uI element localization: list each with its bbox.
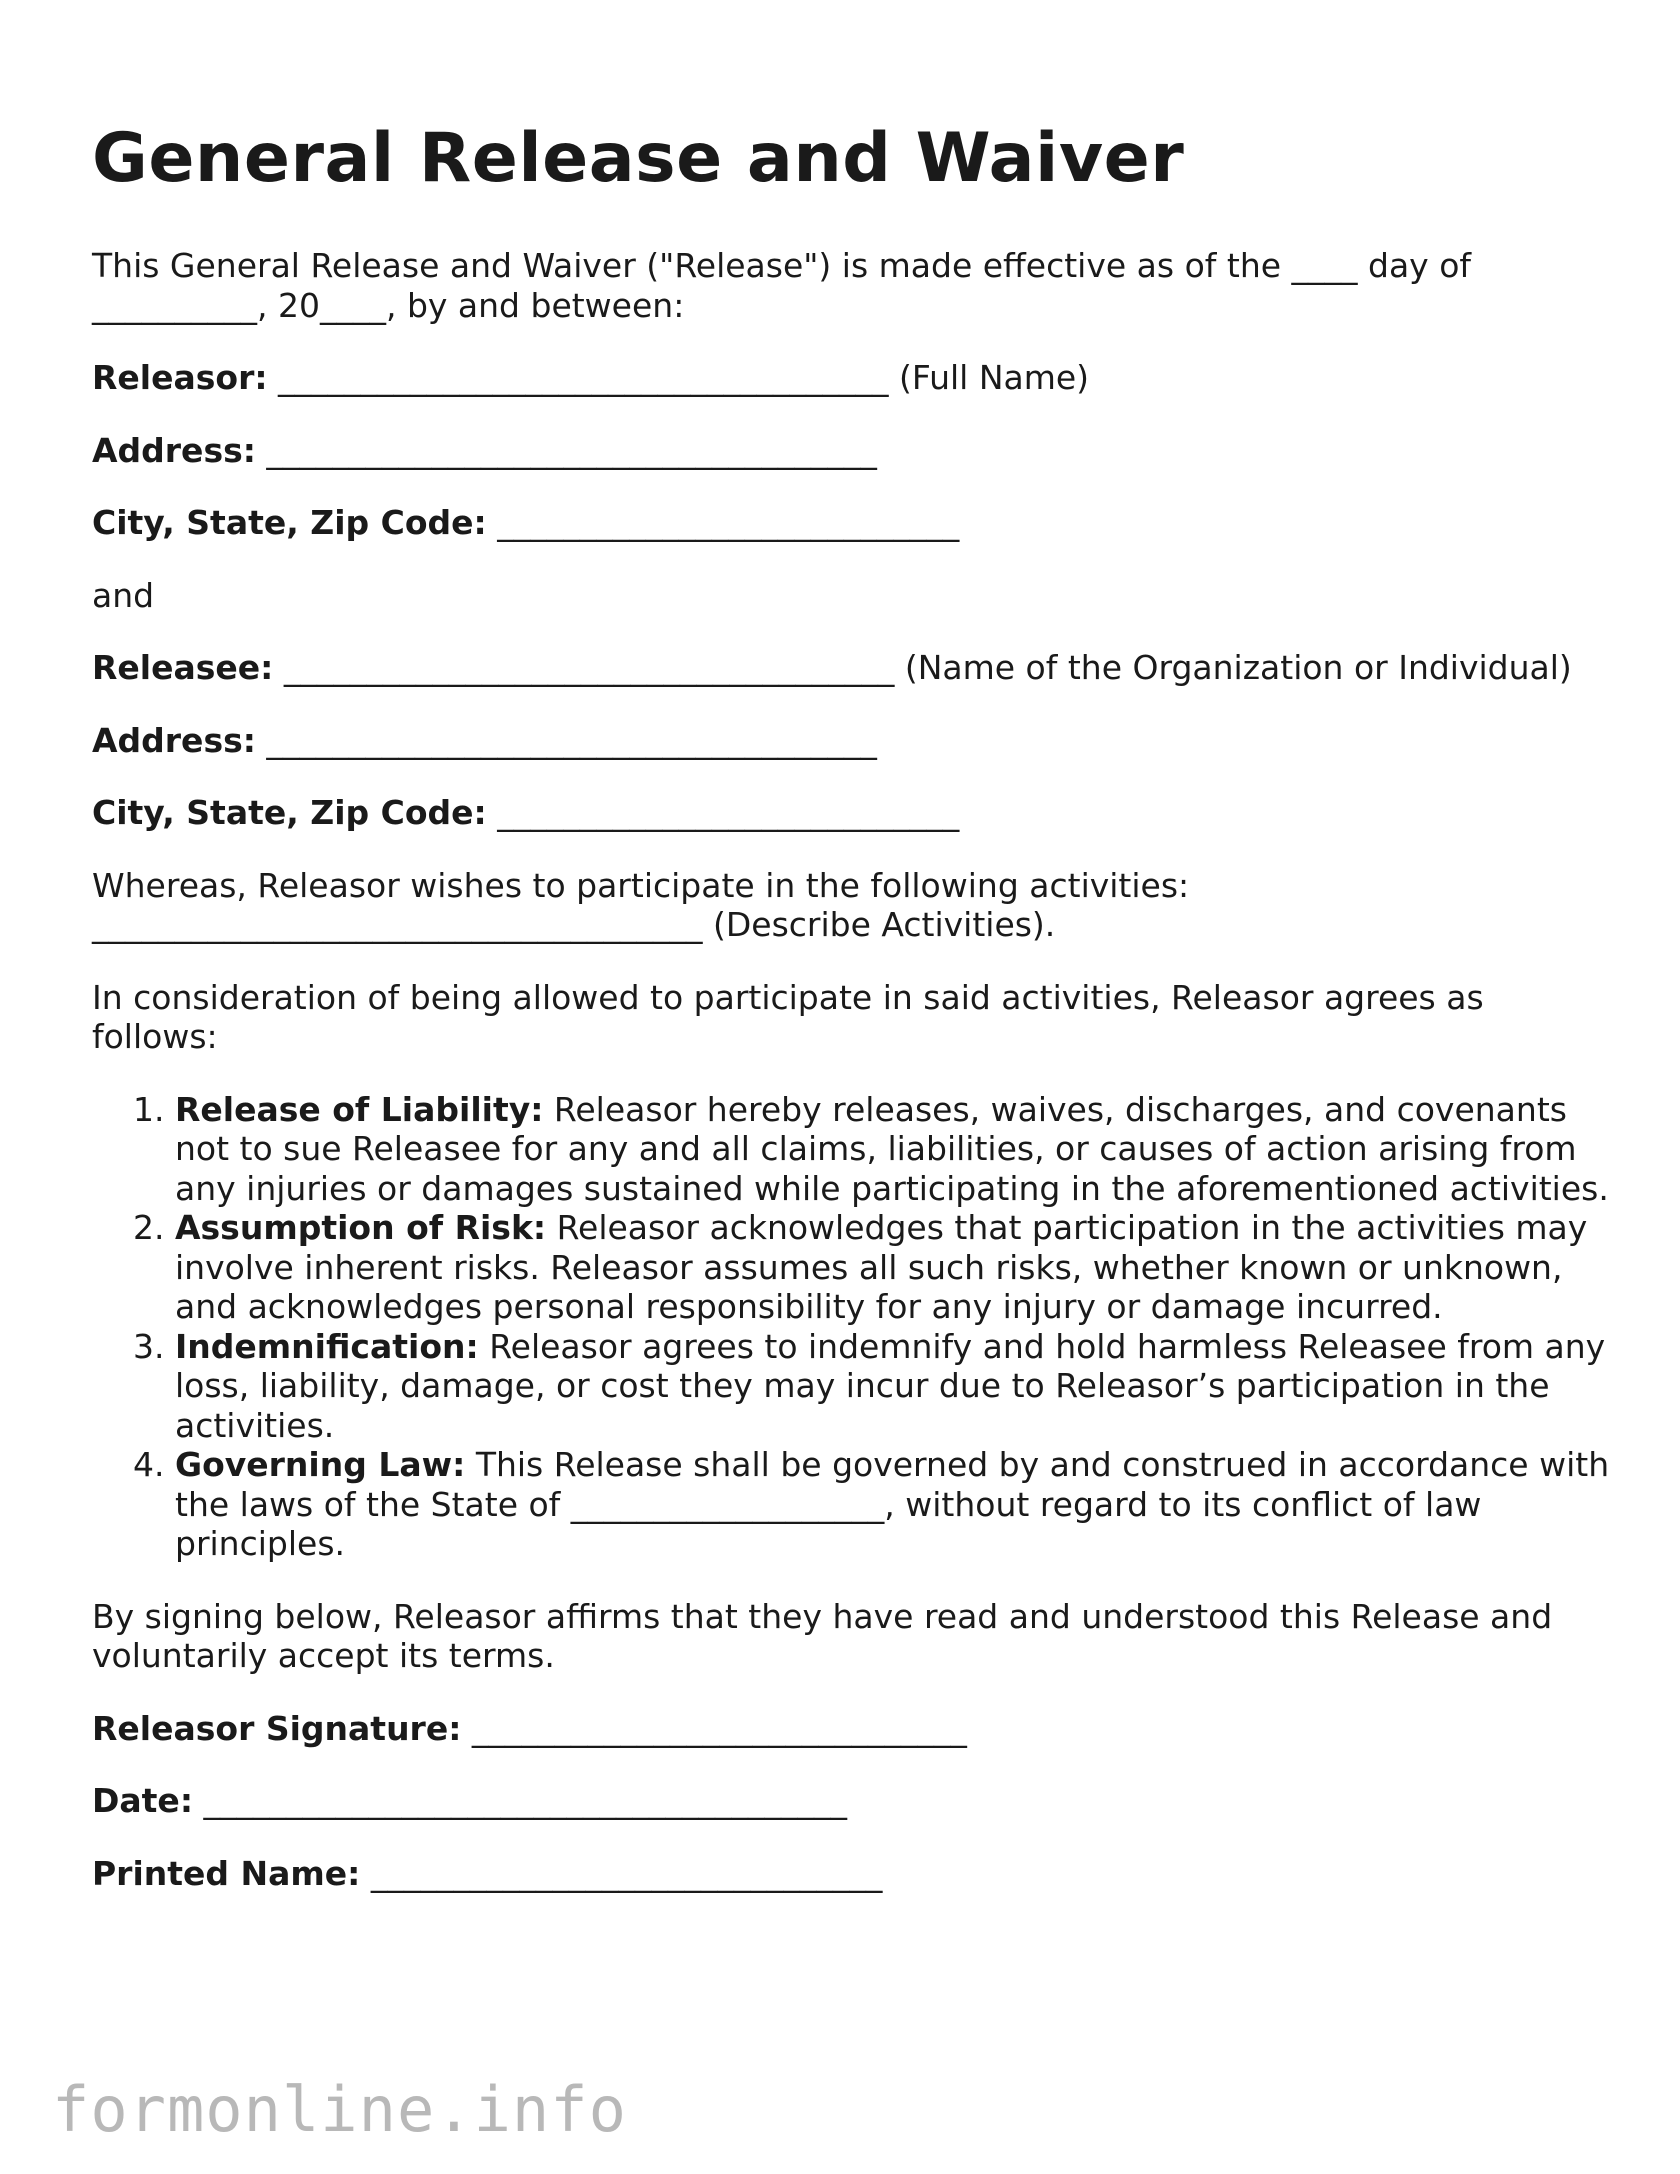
date-label: Date: [92, 1781, 194, 1820]
releasor-label: Releasor: [92, 358, 268, 397]
releasee-blank: _____________________________________ (Name of the Organization or Individual) [273, 648, 1572, 687]
site-watermark: formonline.info [52, 2073, 627, 2146]
releasor-city-label: City, State, Zip Code: [92, 503, 487, 542]
term-text: Releasor acknowledges that participation in the activities may involve inherent risks. Releasor assumes all such risks, whether known or unknown, and acknowledges personal responsibility for any injury or damage incurred. [175, 1208, 1588, 1326]
term-item-governing-law [175, 1445, 1612, 1564]
releasor-address-field [92, 431, 1612, 471]
term-item-release-of-liability [175, 1090, 1612, 1209]
signature-field [92, 1709, 1612, 1749]
term-item-indemnification [175, 1327, 1612, 1446]
date-blank: _______________________________________ [193, 1781, 848, 1820]
signature-label: Releasor Signature: [92, 1708, 462, 1748]
term-heading: Indemnification: [175, 1326, 479, 1366]
term-text: Releasor agrees to indemnify and hold harmless Releasee from any loss, liability, damage, or cost they may incur due to Releasor’s participation in the activities. [175, 1326, 1606, 1445]
document-page [92, 118, 1612, 1926]
term-heading: Assumption of Risk: [175, 1208, 547, 1247]
intro-paragraph: This General Release and Waiver ("Release") is made effective as of the ____ day of __________, 20____, by and between: [92, 246, 1472, 325]
releasee-label: Releasee: [92, 648, 274, 687]
and-text: and [92, 575, 155, 615]
consideration-paragraph: In consideration of being allowed to participate in said activities, Releasor agrees as follows: [92, 977, 1484, 1056]
releasee-city-field [92, 793, 1612, 833]
releasee-address-label: Address: [92, 720, 256, 760]
term-item-assumption-of-risk [175, 1208, 1612, 1327]
releasee-city-label: City, State, Zip Code: [92, 793, 487, 832]
signature-blank: ______________________________ [461, 1708, 967, 1748]
printed-name-blank: _______________________________ [360, 1853, 883, 1893]
affirmation-paragraph: By signing below, Releasor affirms that they have read and understood this Release and voluntarily accept its terms. [92, 1596, 1553, 1675]
printed-name-label: Printed Name: [92, 1853, 361, 1893]
term-text: This Release shall be governed by and construed in accordance with the laws of the State of ___________________, without regard to its conflict of law principles. [175, 1445, 1610, 1563]
releasee-city-blank: ____________________________ [486, 793, 960, 832]
whereas-paragraph: Whereas, Releasor wishes to participate in the following activities: _____________________________________ (Describe Activities). [92, 865, 1190, 944]
term-heading: Governing Law: [175, 1445, 466, 1484]
date-field [92, 1781, 1612, 1821]
document-title: General Release and Waiver [92, 119, 1185, 198]
releasee-name-field [92, 648, 1612, 688]
printed-name-field [92, 1854, 1612, 1894]
releasee-address-blank: _____________________________________ [255, 720, 877, 760]
term-text: Releasor hereby releases, waives, discharges, and covenants not to sue Releasee for any and all claims, liabilities, or causes of action arising from any injuries or damages sustained while participating in the aforementioned activities. [175, 1089, 1609, 1208]
terms-list [92, 1090, 1612, 1564]
releasor-address-blank: _____________________________________ [255, 430, 877, 470]
releasor-name-field [92, 358, 1612, 398]
releasor-city-field [92, 503, 1612, 543]
releasor-address-label: Address: [92, 430, 256, 470]
releasee-address-field [92, 721, 1612, 761]
releasor-blank: _____________________________________ (Full Name) [267, 358, 1090, 397]
releasor-city-blank: ____________________________ [486, 503, 960, 542]
term-heading: Release of Liability: [175, 1089, 544, 1129]
